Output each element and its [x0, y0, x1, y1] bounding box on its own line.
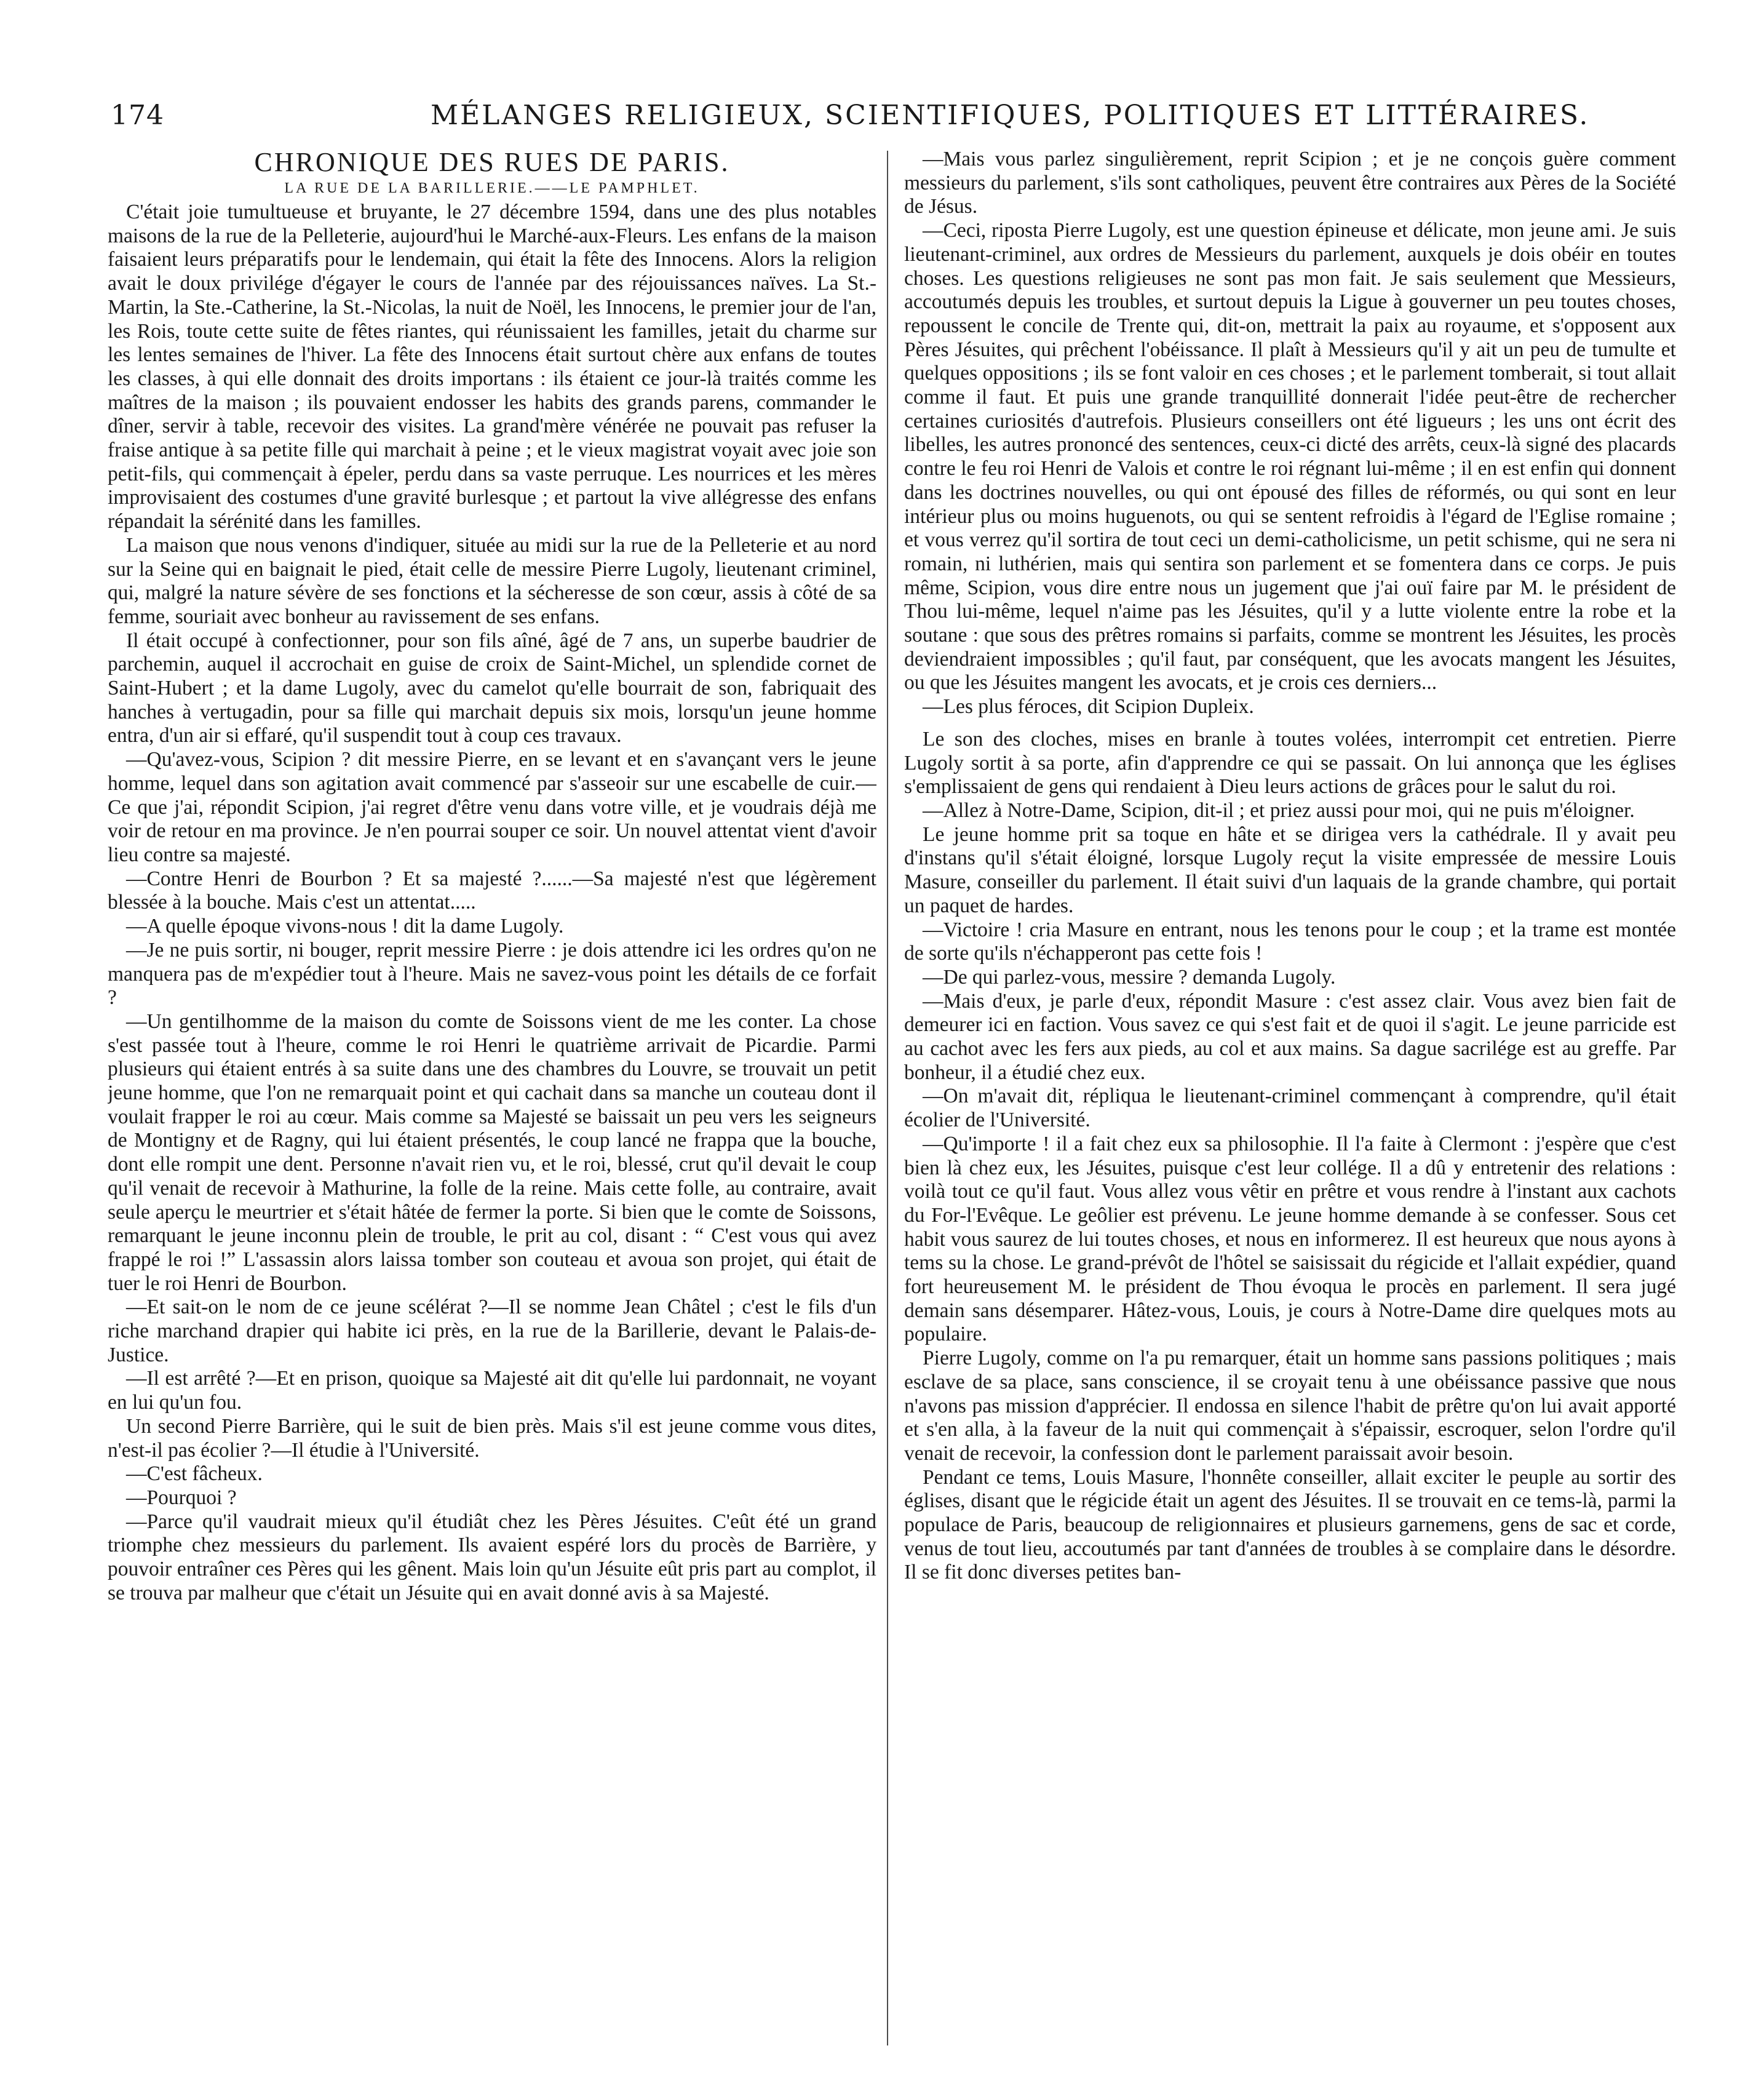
- paragraph: Pierre Lugoly, comme on l'a pu remarquer, était un homme sans passions politiques ; mais esclave de sa place, sans conscience, il se croyait tenu à une obéissance passive que nous n'avons pas mission d'apprécier. Il endossa en silence l'habit de prêtre qu'on lui avait apporté et s'en alla, à la faveur de la nuit qui commençait à s'épaissir, escroquer, selon l'ordre qu'il venait de recevoir, la confession dont le parlement paraissait avoir besoin.: [904, 1347, 1676, 1465]
- paragraph: —Contre Henri de Bourbon ? Et sa majesté ?......—Sa majesté n'est que légèrement blessée à la bouche. Mais c'est un attentat.....: [108, 867, 876, 914]
- paragraph: —Mais vous parlez singulièrement, reprit Scipion ; et je ne conçois guère comment messieurs du parlement, s'ils sont catholiques, peuvent être contraires aux Pères de la Société de Jésus.: [904, 148, 1676, 218]
- paragraph: C'était joie tumultueuse et bruyante, le 27 décembre 1594, dans une des plus notables maisons de la rue de la Pelleterie, aujourd'hui le Marché-aux-Fleurs. Les enfans de la maison faisaient leurs préparatifs pour le lendemain, qui était la fête des Innocens. Alors la religion avait le doux privilége d'égayer le cours de l'année par des réjouissances naïves. La St.-Martin, la Ste.-Catherine, la St.-Nicolas, la nuit de Noël, les Innocens, le premier jour de l'an, les Rois, toute cette suite de fêtes riantes, qui réunissaient les familles, jetait du charme sur les lentes semaines de l'hiver. La fête des Innocens était surtout chère aux enfans de toutes les classes, à qui elle donnait des droits importans : ils étaient ce jour-là traités comme les maîtres de la maison ; ils pouvaient endosser les habits des grands parens, commander le dîner, servir à table, recevoir des visites. La grand'mère vénérée ne pouvait pas refuser la fraise antique à sa petite fille qui marchait à peine ; et le vieux magistrat voyait avec joie son petit-fils, qui commençait à épeler, perdu dans sa vaste perruque. Les nourrices et les mères improvisaient des costumes d'une gravité burlesque ; et partout la vive allégresse des enfans répandait la sérénité dans les familles.: [108, 201, 876, 533]
- paragraph: Il était occupé à confectionner, pour son fils aîné, âgé de 7 ans, un superbe baudrier de parchemin, auquel il accrochait en guise de croix de Saint-Michel, un splendide cornet de Saint-Hubert ; et la dame Lugoly, avec du camelot qu'elle bourrait de son, fabriquait des hanches à vertugadin, pour sa fille qui marchait depuis six mois, lorsqu'un jeune homme entra, d'un air si effaré, qu'il suspendit tout à coup ces travaux.: [108, 629, 876, 747]
- article-subtitle: LA RUE DE LA BARILLERIE.——LE PAMPHLET.: [284, 180, 700, 196]
- paragraph: —Mais d'eux, je parle d'eux, répondit Masure : c'est assez clair. Vous avez bien fait de demeurer ici en faction. Vous savez ce qui s'est fait et de quoi il s'agit. Le jeune parricide est au cachot avec les fers aux pieds, au col et aux mains. Sa dague sacrilége est au greffe. Par bonheur, il a étudié chez eux.: [904, 989, 1676, 1084]
- paragraph: —A quelle époque vivons-nous ! dit la dame Lugoly.: [126, 915, 564, 938]
- paragraph: Le son des cloches, mises en branle à toutes volées, interrompit cet entretien. Pierre Lugoly sortit à sa porte, afin d'apprendre ce qui se passait. On lui annonça que les églises s'emplissaient de gens qui rendaient à Dieu leurs actions de grâces pour le salut du roi.: [904, 727, 1676, 799]
- paragraph: —Les plus féroces, dit Scipion Dupleix.: [923, 695, 1254, 719]
- left-column-body: [108, 201, 876, 1605]
- paragraph: La maison que nous venons d'indiquer, située au midi sur la rue de la Pelleterie et au nord sur la Seine qui en baignait le pied, était celle de messire Pierre Lugoly, lieutenant criminel, qui, malgré la nature sévère de ses fonctions et la sécheresse de son cœur, assis à côté de sa femme, souriait avec bonheur au ravissement de ses enfans.: [108, 533, 876, 628]
- paragraph: —Pourquoi ?: [126, 1486, 237, 1509]
- paragraph: —Qu'avez-vous, Scipion ? dit messire Pierre, en se levant et en s'avançant vers le jeune homme, lequel dans son agitation avait commencé par s'asseoir sur une escabelle de cuir.—Ce que j'ai, répondit Scipion, j'ai regret d'être venu dans votre ville, et je voudrais déjà me voir de retour en ma province. Je n'en pourrai souper ce soir. Un nouvel attentat vient d'avoir lieu contre sa majesté.: [108, 748, 876, 866]
- left-column: [108, 148, 876, 2073]
- paragraph: —De qui parlez-vous, messire ? demanda Lugoly.: [923, 965, 1336, 989]
- paragraph: —Allez à Notre-Dame, Scipion, dit-il ; et priez aussi pour moi, qui ne puis m'éloigner.: [923, 799, 1635, 822]
- paragraph: Pendant ce tems, Louis Masure, l'honnête conseiller, allait exciter le peuple au sortir des églises, disant que le régicide était un agent des Jésuites. Il se trouvait en ce tems-là, parmi la populace de Paris, beaucoup de religionnaires et plusieurs garnemens, gens de sac et corde, venus de tout lieu, accoutumés par tant d'années de troubles à se complaire dans le désordre. Il se fit donc diverses petites ban-: [904, 1465, 1676, 1584]
- running-head-title: MÉLANGES RELIGIEUX, SCIENTIFIQUES, POLITIQUES ET LITTÉRAIRES.: [431, 100, 1590, 131]
- paragraph: —Ceci, riposta Pierre Lugoly, est une question épineuse et délicate, mon jeune ami. Je suis lieutenant-criminel, aux ordres de Messieurs du parlement, auxquels je dois obéir en toutes choses. Les questions religieuses ne sont pas mon fait. Je sais seulement que Messieurs, accoutumés depuis les troubles, et surtout depuis la Ligue à gouverner un peu toutes choses, repoussent le concile de Trente qui, dit-on, mettrait la paix au royaume, et s'opposent aux Pères Jésuites, qui prêchent l'obéissance. Il plaît à Messieurs qu'il y ait un peu de tumulte et quelques oppositions ; ils se font valoir en ces choses ; et le parlement tomberait, si tout allait comme il faut. Et puis une grande tranquillité donnerait l'idée peut-être de rechercher certaines curiosités d'autrefois. Plusieurs conseillers ont été ligueurs ; les uns ont écrit des libelles, les autres prononcé des sentences, ceux-ci dicté des arrêts, ceux-là signé des placards contre le feu roi Henri de Valois et contre le roi régnant lui-même ; il en est enfin qui donnent dans les doctrines nouvelles, ou qui ont épousé des filles de réformés, ou qui sont en leur intérieur plus ou moins huguenots, ou qui se sentent refroidis à l'égard de l'Eglise romaine ; et vous verrez qu'il sortira de tout ceci un demi-catholicisme, un petit schisme, qui ne sera ni romain, ni luthérien, mais qui sentira son parlement et se fomentera dans ce corps. Je puis même, Scipion, vous dire entre nous un jugement que j'ai ouï faire par M. le président de Thou lui-même, lequel n'aime pas les Jésuites, qu'il y a lutte violente entre la robe et la soutane : que sous des prêtres romains si parfaits, comme se montrent les Jésuites, les procès deviendraient impossibles ; qu'il faut, par conséquent, que les avocats mangent les Jésuites, ou que les Jésuites mangent les avocats, et je crois ces derniers...: [904, 219, 1676, 695]
- paragraph: —Il est arrêté ?—Et en prison, quoique sa Majesté ait dit qu'elle lui pardonnait, ne voyant en lui qu'un fou.: [108, 1367, 876, 1414]
- paragraph: —Victoire ! cria Masure en entrant, nous les tenons pour le coup ; et la trame est montée de sorte qu'ils n'échapperont pas cette fois !: [904, 918, 1676, 965]
- page-number: 174: [111, 100, 164, 131]
- right-column-body: [904, 148, 1676, 1585]
- paragraph: Le jeune homme prit sa toque en hâte et se dirigea vers la cathédrale. Il y avait peu d'instans qu'il s'était éloigné, lorsque Lugoly reçut la visite empressée de messire Louis Masure, conseiller du parlement. Il était suivi d'un laquais de la grande chambre, qui portait un paquet de hardes.: [904, 822, 1676, 917]
- right-column: [904, 148, 1676, 2073]
- paragraph: —Un gentilhomme de la maison du comte de Soissons vient de me les conter. La chose s'est passée tout à l'heure, comme le roi Henri le quatrième arrivait de Picardie. Parmi plusieurs qui étaient entrés à sa suite dans une des chambres du Louvre, se trouvait un petit jeune homme, que l'on ne remarquait point et qui cachait dans sa manche un couteau dont il voulait frapper le roi au cœur. Mais comme sa Majesté se baissait un peu vers les seigneurs de Montigny et de Ragny, qui lui étaient présentés, le coup lancé ne frappa que la bouche, dont elle rompit une dent. Personne n'avait rien vu, et le roi, blessé, crut qu'il devait le coup qu'il venait de recevoir à Mathurine, la folle de la reine. Mais cette folle, au contraire, avait seule aperçu le meurtrier et s'était hâtée de fermer la porte. Si bien que le comte de Soissons, remarquant le jeune inconnu plein de trouble, le prit au col, disant : “ C'est vous qui avez frappé le roi !” L'assassin alors laissa tomber son couteau et avoua son projet, qui était de tuer le roi Henri de Bourbon.: [108, 1010, 876, 1295]
- paragraph: —On m'avait dit, répliqua le lieutenant-criminel commençant à comprendre, qu'il était écolier de l'Université.: [904, 1085, 1676, 1132]
- running-head: [111, 100, 1667, 137]
- paragraph: —C'est fâcheux.: [126, 1462, 263, 1486]
- paragraph: —Qu'importe ! il a fait chez eux sa philosophie. Il l'a faite à Clermont : j'espère que c'est bien là chez eux, les Jésuites, puisque c'est leur collége. Il a dû y entretenir des relations : voilà tout ce qu'il faut. Vous allez vous vêtir en prêtre et vous rendre à l'instant aux cachots du For-l'Evêque. Le geôlier est prévenu. Le jeune homme demande à se confesser. Sous cet habit vous saurez de lui toutes choses, et nous en informerez. Il est heureux que nous ayons à tems su la chose. Le grand-prévôt de l'hôtel se saisissait du régicide et l'allait expédier, quand fort heureusement M. le président de Thou évoqua le procès en parlement. Il sera jugé demain sans désemparer. Hâtez-vous, Louis, je cours à Notre-Dame dire quelques mots au populaire.: [904, 1132, 1676, 1346]
- paragraph: Un second Pierre Barrière, qui le suit de bien près. Mais s'il est jeune comme vous dites, n'est-il pas écolier ?—Il étudie à l'Université.: [108, 1414, 876, 1462]
- paragraph: —Et sait-on le nom de ce jeune scélérat ?—Il se nomme Jean Châtel ; c'est le fils d'un riche marchand drapier qui habite ici près, en la rue de la Barillerie, devant le Palais-de-Justice.: [108, 1296, 876, 1366]
- column-divider: [887, 151, 888, 2045]
- paragraph: —Je ne puis sortir, ni bouger, reprit messire Pierre : je dois attendre ici les ordres qu'on ne manquera pas de m'expédier tout à l'heure. Mais ne savez-vous point les détails de ce forfait ?: [108, 938, 876, 1010]
- article-title: CHRONIQUE DES RUES DE PARIS.: [254, 148, 730, 177]
- paragraph: —Parce qu'il vaudrait mieux qu'il étudiât chez les Pères Jésuites. C'eût été un grand triomphe chez messieurs du parlement. Ils avaient espéré lors du procès de Barrière, y pouvoir entraîner ces Pères qui les gênent. Mais loin qu'un Jésuite eût pris part au complot, il se trouva par malheur que c'était un Jésuite qui en avait donné avis à sa Majesté.: [108, 1510, 876, 1604]
